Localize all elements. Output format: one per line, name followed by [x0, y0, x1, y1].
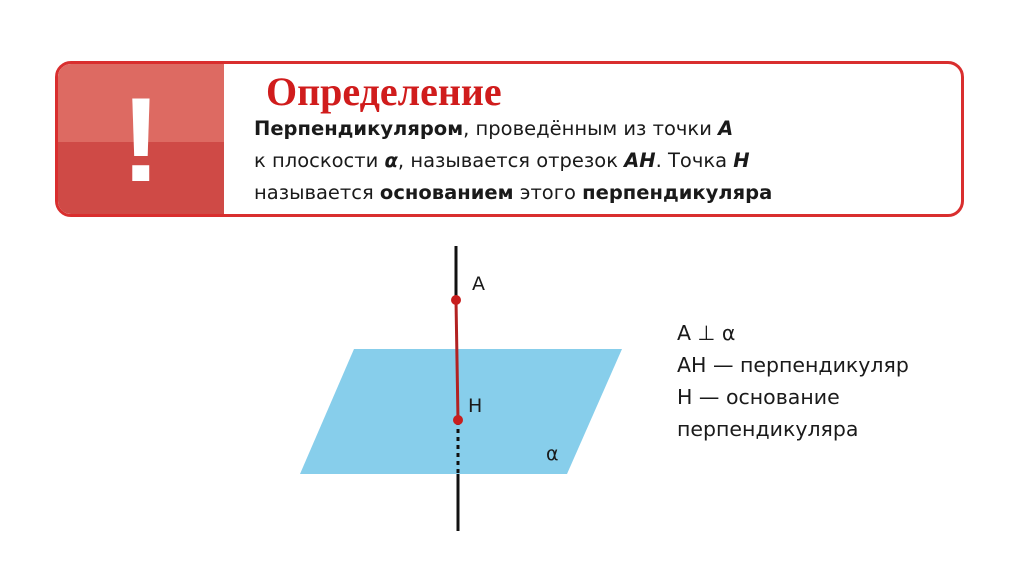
definition-point-h: H: [733, 149, 750, 172]
label-a: A: [472, 273, 485, 295]
definition-point-a: A: [718, 117, 734, 140]
exclamation-icon: !: [121, 73, 161, 207]
plane-alpha: [300, 349, 622, 474]
definition-text-part: называется: [254, 181, 380, 204]
point-a: [451, 295, 461, 305]
definition-base-word: основанием: [379, 181, 514, 204]
definition-text-part: . Точка: [655, 149, 734, 172]
definition-perp-word: перпендикуляра: [582, 181, 773, 204]
note-line-4: перпендикуляра: [677, 417, 859, 441]
label-h: H: [468, 395, 483, 417]
definition-title: Определение: [266, 69, 502, 114]
note-line-1: A ⊥ α: [677, 321, 736, 345]
definition-text-part: , называется отрезок: [397, 149, 625, 172]
point-h: [453, 415, 463, 425]
definition-text-part: , проведённым из точки: [463, 117, 719, 140]
definition-text-part: к плоскости: [254, 149, 385, 172]
perpendicular-segment: [456, 300, 458, 420]
notes-block: [677, 317, 909, 445]
note-line-2: AH — перпендикуляр: [677, 353, 909, 377]
definition-plane: α: [384, 149, 398, 172]
definition-segment: AH: [624, 149, 656, 172]
definition-term: Перпендикуляром: [254, 117, 464, 140]
definition-text-part: этого: [513, 181, 583, 204]
label-alpha: α: [546, 443, 559, 465]
note-line-3: H — основание: [677, 385, 840, 409]
